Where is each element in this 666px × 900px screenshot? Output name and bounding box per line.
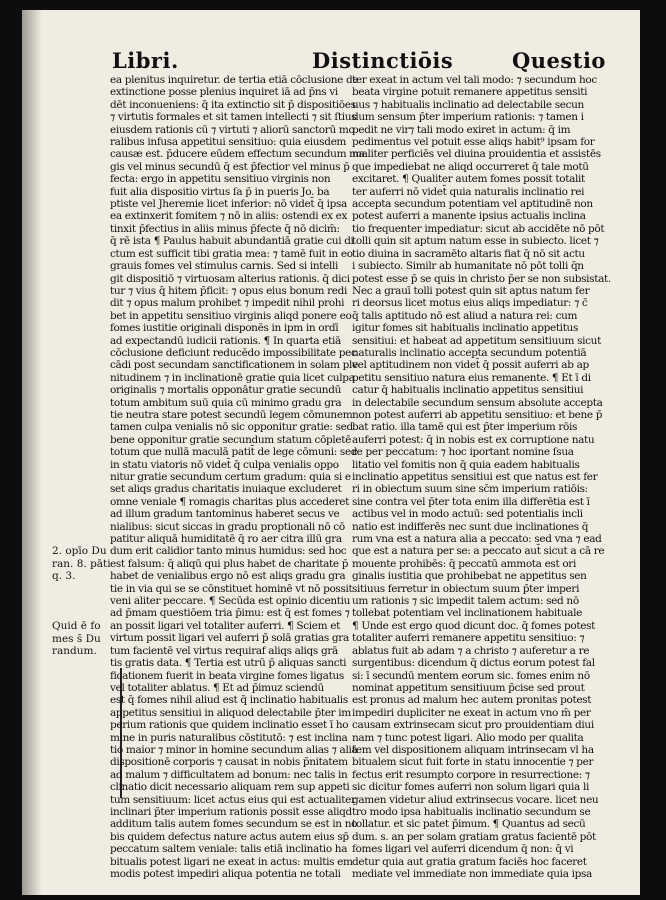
text-line: patitur aliquā humiditatē q̄ ro aer citra illū gra: [110, 533, 342, 546]
text-line: tio maior ⁊ minor in homine secundum alias ⁊ aliā: [110, 743, 358, 756]
text-line: dum sensum p̄ter imperium rationis: ⁊ tamen i: [352, 111, 584, 124]
text-line: mouente prohibēs: q̄ peccatū ammota est ori: [352, 557, 576, 570]
text-line: pedimentus vel potuit esse aliqs habit⁹ ipsam for: [352, 136, 595, 149]
text-line: detur quia aut gratia gratum faciēs hoc faceret: [352, 855, 587, 868]
text-line: sensitiui: et habeat ad appetitum sensitiuum sicut: [352, 334, 601, 347]
text-line: um rationis ⁊ sic impedit talem actum: sed nō: [352, 595, 579, 608]
text-line: bene opponitur gratie secundum statum cōpletē: [110, 433, 352, 446]
text-line: ad illum gradum tantominus haberet secus ve: [110, 508, 340, 521]
text-line: ctum est sufficit tibi gratia mea: ⁊ tamē fuit in eo: [110, 247, 353, 260]
text-line: uus ⁊ habitualis inclinatio ad delectabile secun: [352, 98, 584, 111]
text-line: surgentibus: dicendum q̄ dictus eorum potest fal: [352, 657, 595, 670]
text-line: mediate vel immediate non immediate quia ipsa: [352, 868, 592, 880]
text-line: in statu viatoris nō videt̄ q̄ culpa venialis oppo: [110, 458, 339, 471]
margin-note-line: q. 3.: [52, 570, 76, 582]
margin-note-line: Quid ē fo: [52, 620, 101, 632]
text-column-left: [110, 74, 365, 880]
text-line: petitu sensitiuo natura eius remanente. ¶ Et ī di: [352, 371, 591, 384]
text-line: natio est indifferēs nec sunt due inclinationes q̄: [352, 520, 589, 533]
text-line: maliter perficiēs vel diuina prouidentia et assistēs: [352, 148, 601, 161]
text-line: est pronus ad malum hec autem pronitas potest: [352, 694, 592, 707]
margin-note-line: mes s̄ Du: [52, 632, 101, 645]
text-line: totaliter auferri remanere appetitu sensitiuo: ⁊: [352, 632, 585, 645]
text-line: set aliqs gradus charitatis inuiaque excluderet: [110, 483, 342, 496]
text-line: fomes iustitie originali disponēs in ipm in ordī: [110, 322, 339, 335]
text-line: cādi post secundam sanctificationem in solam ple: [110, 359, 358, 372]
text-line: ¶ Unde est ergo quod dicunt doc. q̄ fomes potest: [352, 619, 595, 632]
text-line: extinctione posse plenius inquiret iā ad p̄ns vi: [110, 86, 338, 99]
text-line: fectus erit resumpto corpore in resurrectione: ⁊: [352, 768, 590, 781]
text-line: nitudinem ⁊ in inclinationē gratie quia licet culpa: [110, 371, 355, 384]
text-line: que impediebat ne aliqd occurreret q̄ tale motū: [352, 160, 589, 173]
text-line: totum ambitum suū quia cū minimo gradu gra: [110, 396, 342, 409]
text-line: tollebat potentiam vel inclinationem habituale: [352, 607, 582, 620]
text-line: nitur gratie secundum certum gradum: quia si e: [110, 471, 351, 483]
text-line: potest auferri a manente ipsius actualis inclina: [352, 210, 586, 223]
text-line: tollatur. et sic patet p̄imum. ¶ Quantus ad secū: [352, 818, 586, 831]
text-line: tio frequenter impediatur: sicut ab accidēte nō pōt: [352, 222, 605, 235]
text-line: vel totaliter ablatus. ¶ Et ad p̄imuz sciendū: [110, 681, 324, 694]
text-line: naturalis inclinatio accepta secundum potentiā: [352, 346, 587, 359]
text-line: causæ est. p̄ducere eūdem effectum secundum ma: [110, 148, 365, 161]
text-line: q̄ talis aptitudo nō est aliud a natura rei: cum: [352, 309, 578, 322]
text-line: sic dicitur fomes auferri non solum ligari quia li: [352, 781, 589, 794]
text-line: dēt inconueniens: q̄ ita extinctio sit p̄ dispositiōes: [110, 98, 356, 111]
margin-note-line: randum.: [52, 645, 97, 657]
text-line: fomes ligari vel auferri dicendum q̄ non: q̄ vi: [352, 843, 574, 856]
text-line: appetitus sensitiui in aliquod delectabile p̄ter im: [110, 706, 351, 719]
text-line: nam ⁊ tunc potest ligari. Alio modo per qualita: [352, 731, 584, 744]
text-line: totum que nullā maculā patit̄ de lege cōmuni: sed: [110, 446, 358, 459]
text-line: tum facientē vel virtus requiraf aliqs aliqs grā: [110, 644, 338, 657]
text-line: catur q̄ habitualis inclinatio appetitus sensitiui: [352, 384, 584, 397]
text-line: modis potest impediri aliqua potentia ne totali: [110, 868, 341, 880]
text-line: Nec a grauī tolli potest quin sit aptus natum fer: [352, 284, 590, 297]
text-line: peccatum saltem veniale: talis etiā inclinatio ha: [110, 843, 348, 856]
text-line: git dispositiō ⁊ virtuosam alterius rationis. q̄ dici: [110, 272, 350, 285]
text-line: fecta: ergo in appetitu sensitiuo virginis non: [110, 173, 331, 186]
text-line: ri deorsus licet motus eius aliqs impediatur: ⁊ c̄: [352, 297, 588, 310]
text-line: inclinari p̄ter imperium rationis possit esse aliqd: [110, 805, 352, 818]
text-line: potest esse p̄ se quis in christo p̄er se non subsistat.: [352, 272, 611, 285]
text-line: bitualem sicut fuit forte in statu innocentie ⁊ per: [352, 756, 594, 769]
text-line: ficationem fuerit in beata virgine fomes ligatus: [110, 669, 344, 682]
running-head-right: Questio: [512, 48, 606, 73]
text-line: veni aliter peccare. ¶ Secūda est opinio dicentiu: [110, 595, 351, 608]
text-line: impediri dupliciter ne exeat in actum vno m̄ per: [352, 706, 591, 719]
text-line: bat ratio. illa tamē qui est p̄ter imperium rōis: [352, 421, 578, 434]
text-line: ri in obiectum suum sine sc̄m imperium ratiōis:: [352, 483, 588, 496]
text-line: bitualis potest ligari ne exeat in actus: multis em: [110, 855, 353, 868]
text-line: i subiecto. Similr ab humanitate nō pōt tolli q̄n: [352, 260, 584, 273]
text-line: ⁊ virtutis formales et sit tamen intellecti ⁊ sit ſtius: [110, 111, 357, 124]
text-line: causam extrinsecam sicut pro prouidentiam diui: [352, 719, 594, 732]
text-line: omne veniale ¶ romagis charitas plus accederet: [110, 495, 349, 508]
text-line: ad malum ⁊ difficultatem ad bonum: nec talis in: [110, 768, 348, 781]
text-line: gis vel minus secundū q̄ est p̄fectior vel minus p̄: [110, 160, 350, 173]
text-line: tie neutra stare potest secundū legem cōmunem:: [110, 408, 356, 421]
running-head-left: Libri.: [112, 48, 179, 73]
text-line: ter exeat in actum vel tali modo: ⁊ secundum hoc: [352, 74, 597, 86]
text-line: cōclusione deficiunt reducēdo impossibilitate pec: [110, 346, 357, 359]
text-line: tamen culpa venialis nō sic opponitur gratie: sed: [110, 421, 353, 434]
text-line: eiusdem rationis cū ⁊ virtuti ⁊ aliorū sanctorū mo: [110, 123, 355, 136]
text-line: accepta secundum potentiam vel aptitudinē non: [352, 198, 593, 211]
text-line: tolli quin sit aptum natum esse in subiecto. licet ⁊: [352, 235, 599, 248]
text-line: re per peccatum: ⁊ hoc iportant nomine ſsua: [352, 446, 574, 459]
text-line: fuit alia dispositio virtus ſa p̄ in pueris Jo. ba: [110, 185, 330, 198]
text-line: tis gratis data. ¶ Tertia est utrū p̄ aliquas sancti: [110, 657, 347, 670]
text-line: grauis fomes vel stimulus carnis. Sed si intelli: [110, 260, 339, 273]
text-line: dum. s. an per solam gratiam gratus facientē pōt: [352, 830, 596, 843]
text-line: originalis ⁊ mortalis opponātur gratie secundū: [110, 384, 341, 397]
text-line: ralibus infusa appetitui sensitiuo: quia eiusdem: [110, 136, 347, 149]
text-line: pedit ne vir⁊ tali modo exiret in actum: q̄ im: [352, 123, 571, 136]
text-line: non potest auferri ab appetitu sensitiuo: et bene p̄: [352, 408, 603, 421]
text-line: tinxit p̄fectius in aliis minus p̄fecte q̄ nō dicim̄:: [110, 222, 340, 235]
text-line: ablatus fuit ab adam ⁊ a christo ⁊ auferetur a re: [352, 644, 590, 657]
text-line: ter auferri nō videt̄ quia naturalis inclinatio rei: [352, 185, 585, 198]
text-line: excitaret. ¶ Qualiter autem fomes possit totalit: [352, 173, 585, 186]
text-line: gamen videtur aliud extrinsecus vocare. licet neu: [352, 793, 599, 806]
text-line: litatio vel fomitis non q̄ quia eadem habitualis: [352, 458, 580, 471]
text-line: tie in via qui se se cōnstituet hominē vt nō possit: [110, 582, 353, 595]
text-line: actibus vel in modo actuū: sed potentialis incli: [352, 508, 583, 521]
text-line: tro modo ipsa habitualis inclinatio secundum se: [352, 805, 591, 818]
text-line: tur ⁊ vius q̄ hitem p̄ficit: ⁊ opus eius bonum redi: [110, 284, 348, 297]
text-line: est q̄ fomes nihil aliud est q̄ inclinatio habitualis: [110, 694, 348, 707]
text-line: dispositionē corporis ⁊ causat in nobis p̄nitatem: [110, 756, 348, 769]
text-line: ea plenitus inquiretur. de tertia etiā cōclusione de: [110, 74, 359, 86]
text-line: ptiste vel Jheremie licet inferior: nō videt̄ q̄ ipsa: [110, 198, 347, 211]
text-line: virtum possit ligari vel auferri p̄ solā gratias gra: [110, 632, 349, 645]
text-line: dum erit calidior tanto minus humidus: sed hoc: [110, 545, 347, 558]
running-head-center: Distinctiōis: [312, 48, 454, 73]
text-line: sine contra vel p̄ter tota enim illa differētia est ī: [352, 495, 590, 508]
text-line: nominat appetitum sensitiuum p̄cise sed prout: [352, 681, 585, 694]
text-line: tio diuina in sacramēto altaris fiat q̄ nō sit actu: [352, 247, 585, 260]
margin-note-line: 2. opīo Du: [52, 545, 107, 557]
margin-note-line: ran. 8. pāti: [52, 557, 111, 570]
text-line: ad p̄mam questiōem tria p̄imu: est q̄ est fomes ⁊: [110, 607, 350, 620]
text-line: bet in appetitu sensitiuo virginis aliqd ponere eo: [110, 309, 352, 322]
text-line: additum talis autem fomes secundum se est in no: [110, 818, 358, 831]
text-line: que est a natura per se: a peccato aut̄ sicut a cā re: [352, 545, 605, 558]
text-line: rum vna est a natura alia a peccato: sed vna ⁊ ead: [352, 533, 602, 546]
text-line: q̄ rē ista ¶ Paulus habuit abundantiā gratie cui di: [110, 235, 354, 248]
book-page: [22, 10, 640, 895]
text-line: habet de venialibus ergo nō est aliqs gradu gra: [110, 570, 346, 583]
text-line: in delectabile secundum sensum absolute accepta: [352, 396, 603, 409]
text-line: auferri potest: q̄ in nobis est ex corruptione natu: [352, 433, 595, 446]
text-line: inclinatio appetitus sensitiui est que natus est fer: [352, 471, 598, 483]
text-line: vel aptitudinem non videt̄ q̄ possit auferri ab ap: [352, 359, 589, 372]
text-line: tem vel dispositionem aliquam intrinsecam vl ha: [352, 743, 594, 756]
text-line: clinatio dicit necessario aliquam rem sup appeti: [110, 781, 350, 794]
text-line: nialibus: sicut siccas in gradu proptionali nō cō: [110, 520, 345, 533]
text-line: ad expectandū iudicii rationis. ¶ In quarta etiā: [110, 334, 341, 347]
text-line: beata virgine potuit remanere appetitus sensiti: [352, 86, 588, 99]
text-line: mine in puris naturalibus cōstitutō: ⁊ est inclina: [110, 731, 348, 744]
text-line: igitur fomes sit habitualis inclinatio appetitus: [352, 322, 579, 335]
text-line: sitiuus ferretur in obiectum suum p̄ter imperi: [352, 582, 580, 595]
text-line: est falsum: q̄ aliqū qui plus habet de charitate p̄: [110, 557, 349, 570]
text-line: bis quidem defectus nature actus autem eius sp̄: [110, 830, 349, 843]
text-line: dit ⁊ opus malum prohibet ⁊ impedit nihil prohi: [110, 297, 345, 310]
text-line: ginalis iustitia que prohibebat ne appetitus sen: [352, 570, 587, 583]
text-line: tum sensitiuum: licet actus eius qui est actualiter: [110, 793, 356, 806]
text-line: an possit ligari vel totaliter auferri. ¶ Sciem et: [110, 619, 340, 632]
text-column-right: [352, 74, 611, 880]
text-line: ea extinxerit fomitem ⁊ nō in aliis: ostendi ex ex: [110, 210, 348, 223]
text-line: si: ī secundū mentem eorum sic. fomes enim nō: [352, 669, 590, 682]
text-line: perium rationis que quidem inclinatio esset ī ho: [110, 719, 349, 732]
